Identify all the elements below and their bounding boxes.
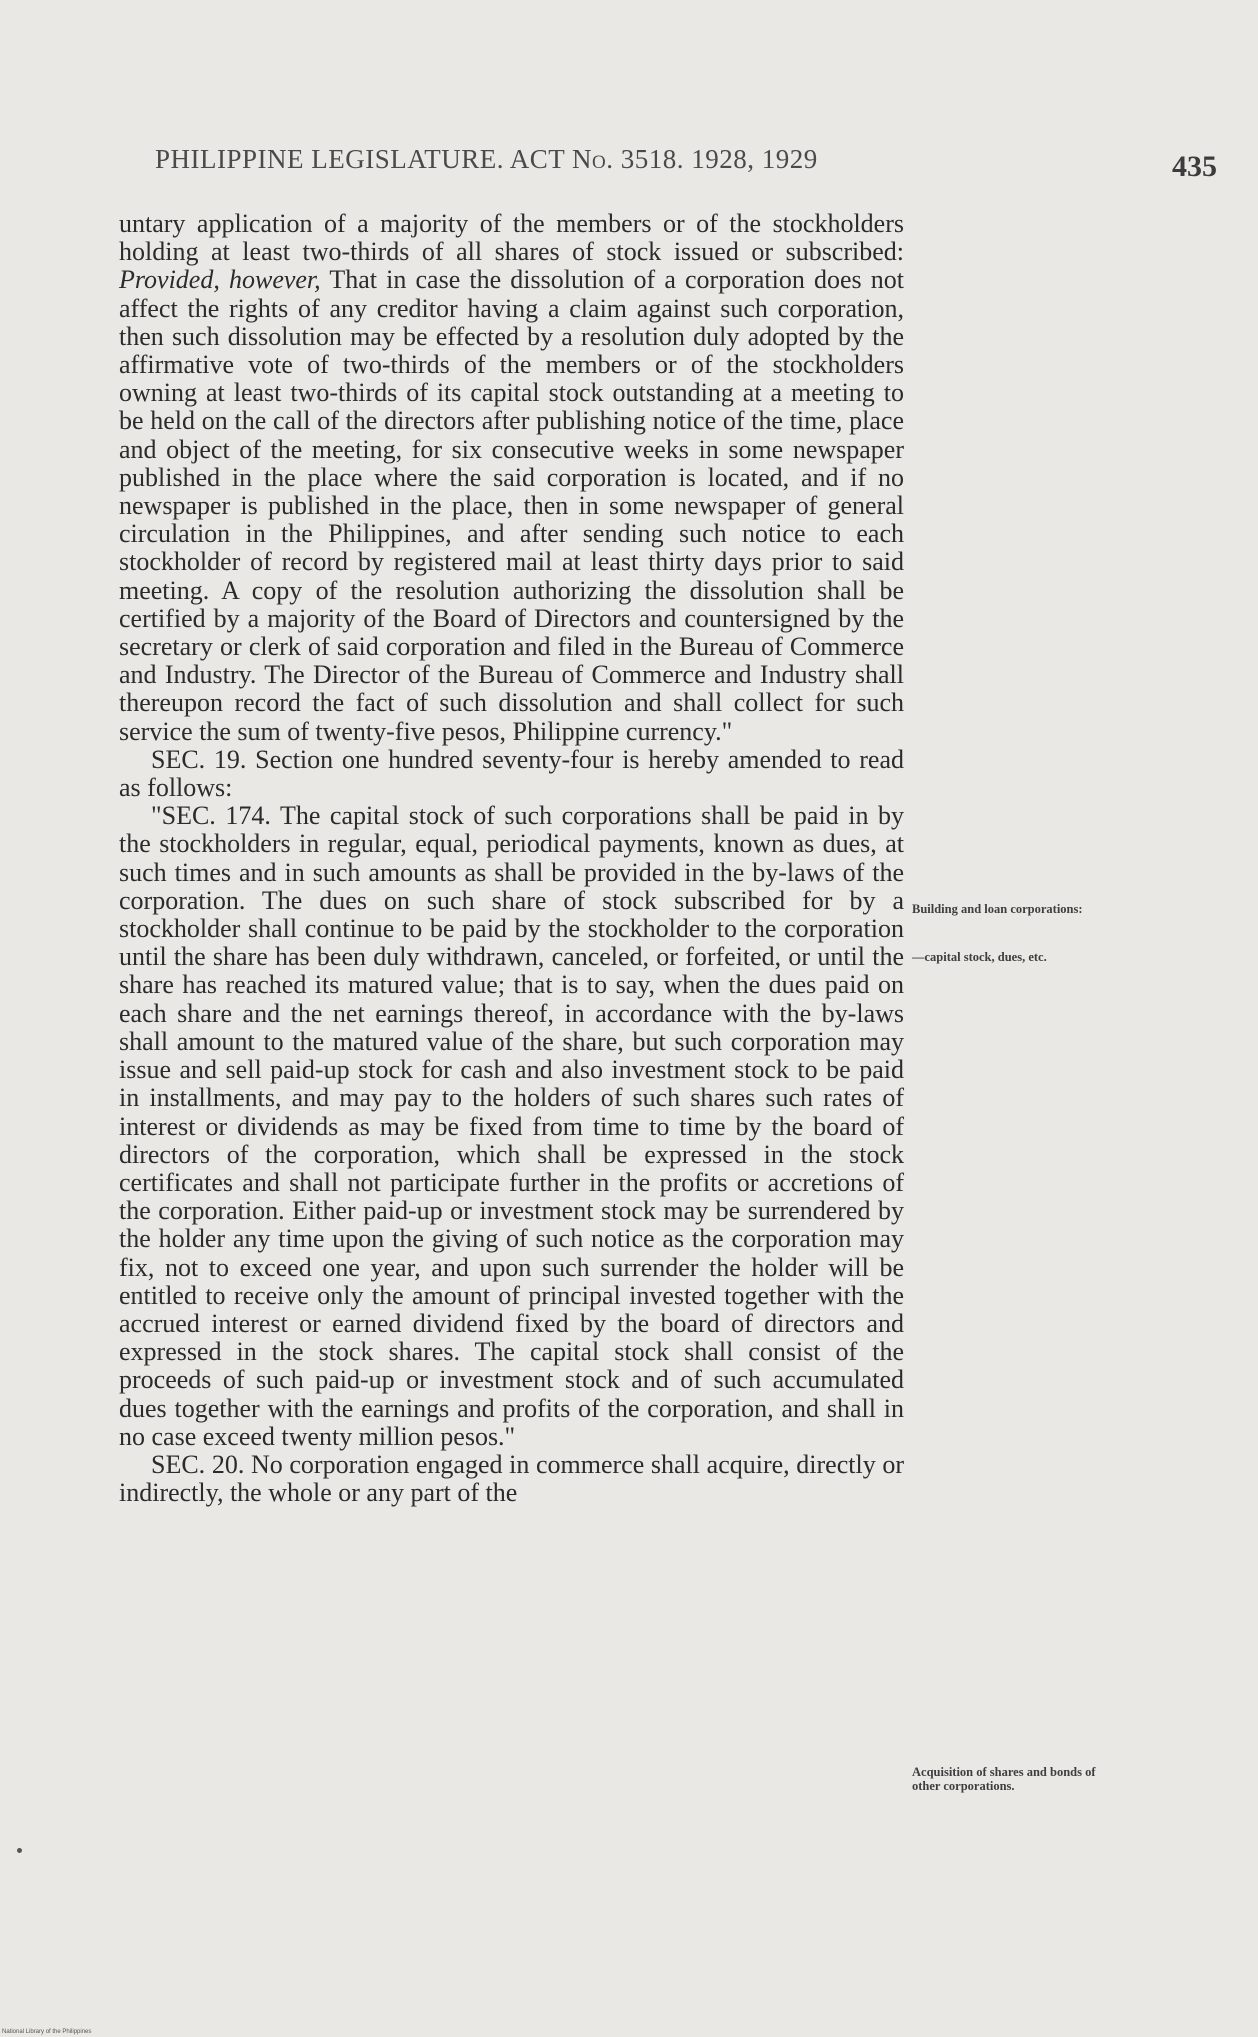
footer-credit: National Library of the Philippines: [2, 2029, 92, 2035]
body-text: [119, 210, 904, 1507]
paragraph-dissolution: [119, 210, 904, 746]
section-19-text: Section one hundred seventy-four is hereby amended to read as follows:: [119, 744, 905, 803]
section-20-text: No corporation engaged in commerce shall acquire, directly or indirectly, the whole or any part of the: [119, 1449, 904, 1508]
running-title: [155, 144, 915, 175]
paragraph-section-174: [119, 802, 904, 1451]
scan-speck: [17, 1848, 22, 1853]
section-19-label: SEC. 19.: [151, 744, 247, 774]
section-174-label: "SEC. 174.: [151, 801, 271, 831]
margin-note-building-loan: Building and loan corporations:: [912, 902, 1083, 916]
margin-note-capital-stock: —capital stock, dues, etc.: [912, 950, 1047, 964]
paragraph-dissolution-rest: That in case the dissolution of a corporation does not affect the rights of any creditor having a claim against such corporation, then such dissolution may be effected by a resolution duly adopted by the affirmative vote of two-thirds of the members or of the stockholders owning at least two-thirds of its capital stock outstanding at a meeting to be held on the call of the directors after publishing notice of the time, place and object of the meeting, for six consecutive weeks in some newspaper published in the place where the said corporation is located, and if no newspaper is published in the place, then in some newspaper of general circulation in the Philippines, and after sending such notice to each stockholder of record by registered mail at least thirty days prior to said meeting. A copy of the resolution authorizing the dissolution shall be certified by a majority of the Board of Directors and countersigned by the secretary or clerk of said corporation and filed in the Bureau of Commerce and Industry. The Director of the Bureau of Commerce and Industry shall thereupon record the fact of such dissolution and shall collect for such service the sum of twenty-five pesos, Philippine currency.": [119, 265, 904, 746]
margin-note-acquisition: Acquisition of shares and bonds of other corporations.: [912, 1765, 1096, 1793]
paragraph-section-19: [119, 746, 904, 802]
section-174-text: The capital stock of such corporations shall be paid in by the stockholders in regular, equal, periodical payments, known as dues, at such times and in such amounts as shall be provided in the by-laws of the corporation. The dues on such share of stock subscribed for by a stockholder shall continue to be paid by the stockholder to the corporation until the share has been duly withdrawn, canceled, or forfeited, or until the share has reached its matured value; that is to say, when the dues paid on each share and the net earnings thereof, in accordance with the by-laws shall amount to the matured value of the share, but such corporation may issue and sell paid-up stock for cash and also investment stock to be paid in installments, and may pay to the holders of such shares such rates of interest or dividends as may be fixed from time to time by the board of directors of the corporation, which shall be expressed in the stock certificates and shall not participate further in the profits or accretions of the corporation. Either paid-up or investment stock may be surrendered by the holder any time upon the giving of such notice as the corporation may fix, not to exceed one year, and upon such surrender the holder will be entitled to receive only the amount of principal invested together with the accrued interest or earned dividend fixed by the board of directors and expressed in the stock shares. The capital stock shall consist of the proceeds of such paid-up or investment stock and of such accumulated dues together with the earnings and profits of the corporation, and shall in no case exceed twenty million pesos.": [119, 801, 905, 1451]
page-number: 435: [1172, 150, 1217, 183]
paragraph-section-20: [119, 1451, 904, 1507]
proviso-italic: Provided, however,: [119, 265, 321, 295]
paragraph-dissolution-start: untary application of a majority of the members or of the stockholders holding at least two-thirds of all shares of stock issued or subscribed:: [119, 209, 904, 267]
running-title-text: PHILIPPINE LEGISLATURE. ACT No. 3518. 1928, 1929: [155, 144, 818, 174]
section-20-label: SEC. 20.: [151, 1449, 245, 1479]
